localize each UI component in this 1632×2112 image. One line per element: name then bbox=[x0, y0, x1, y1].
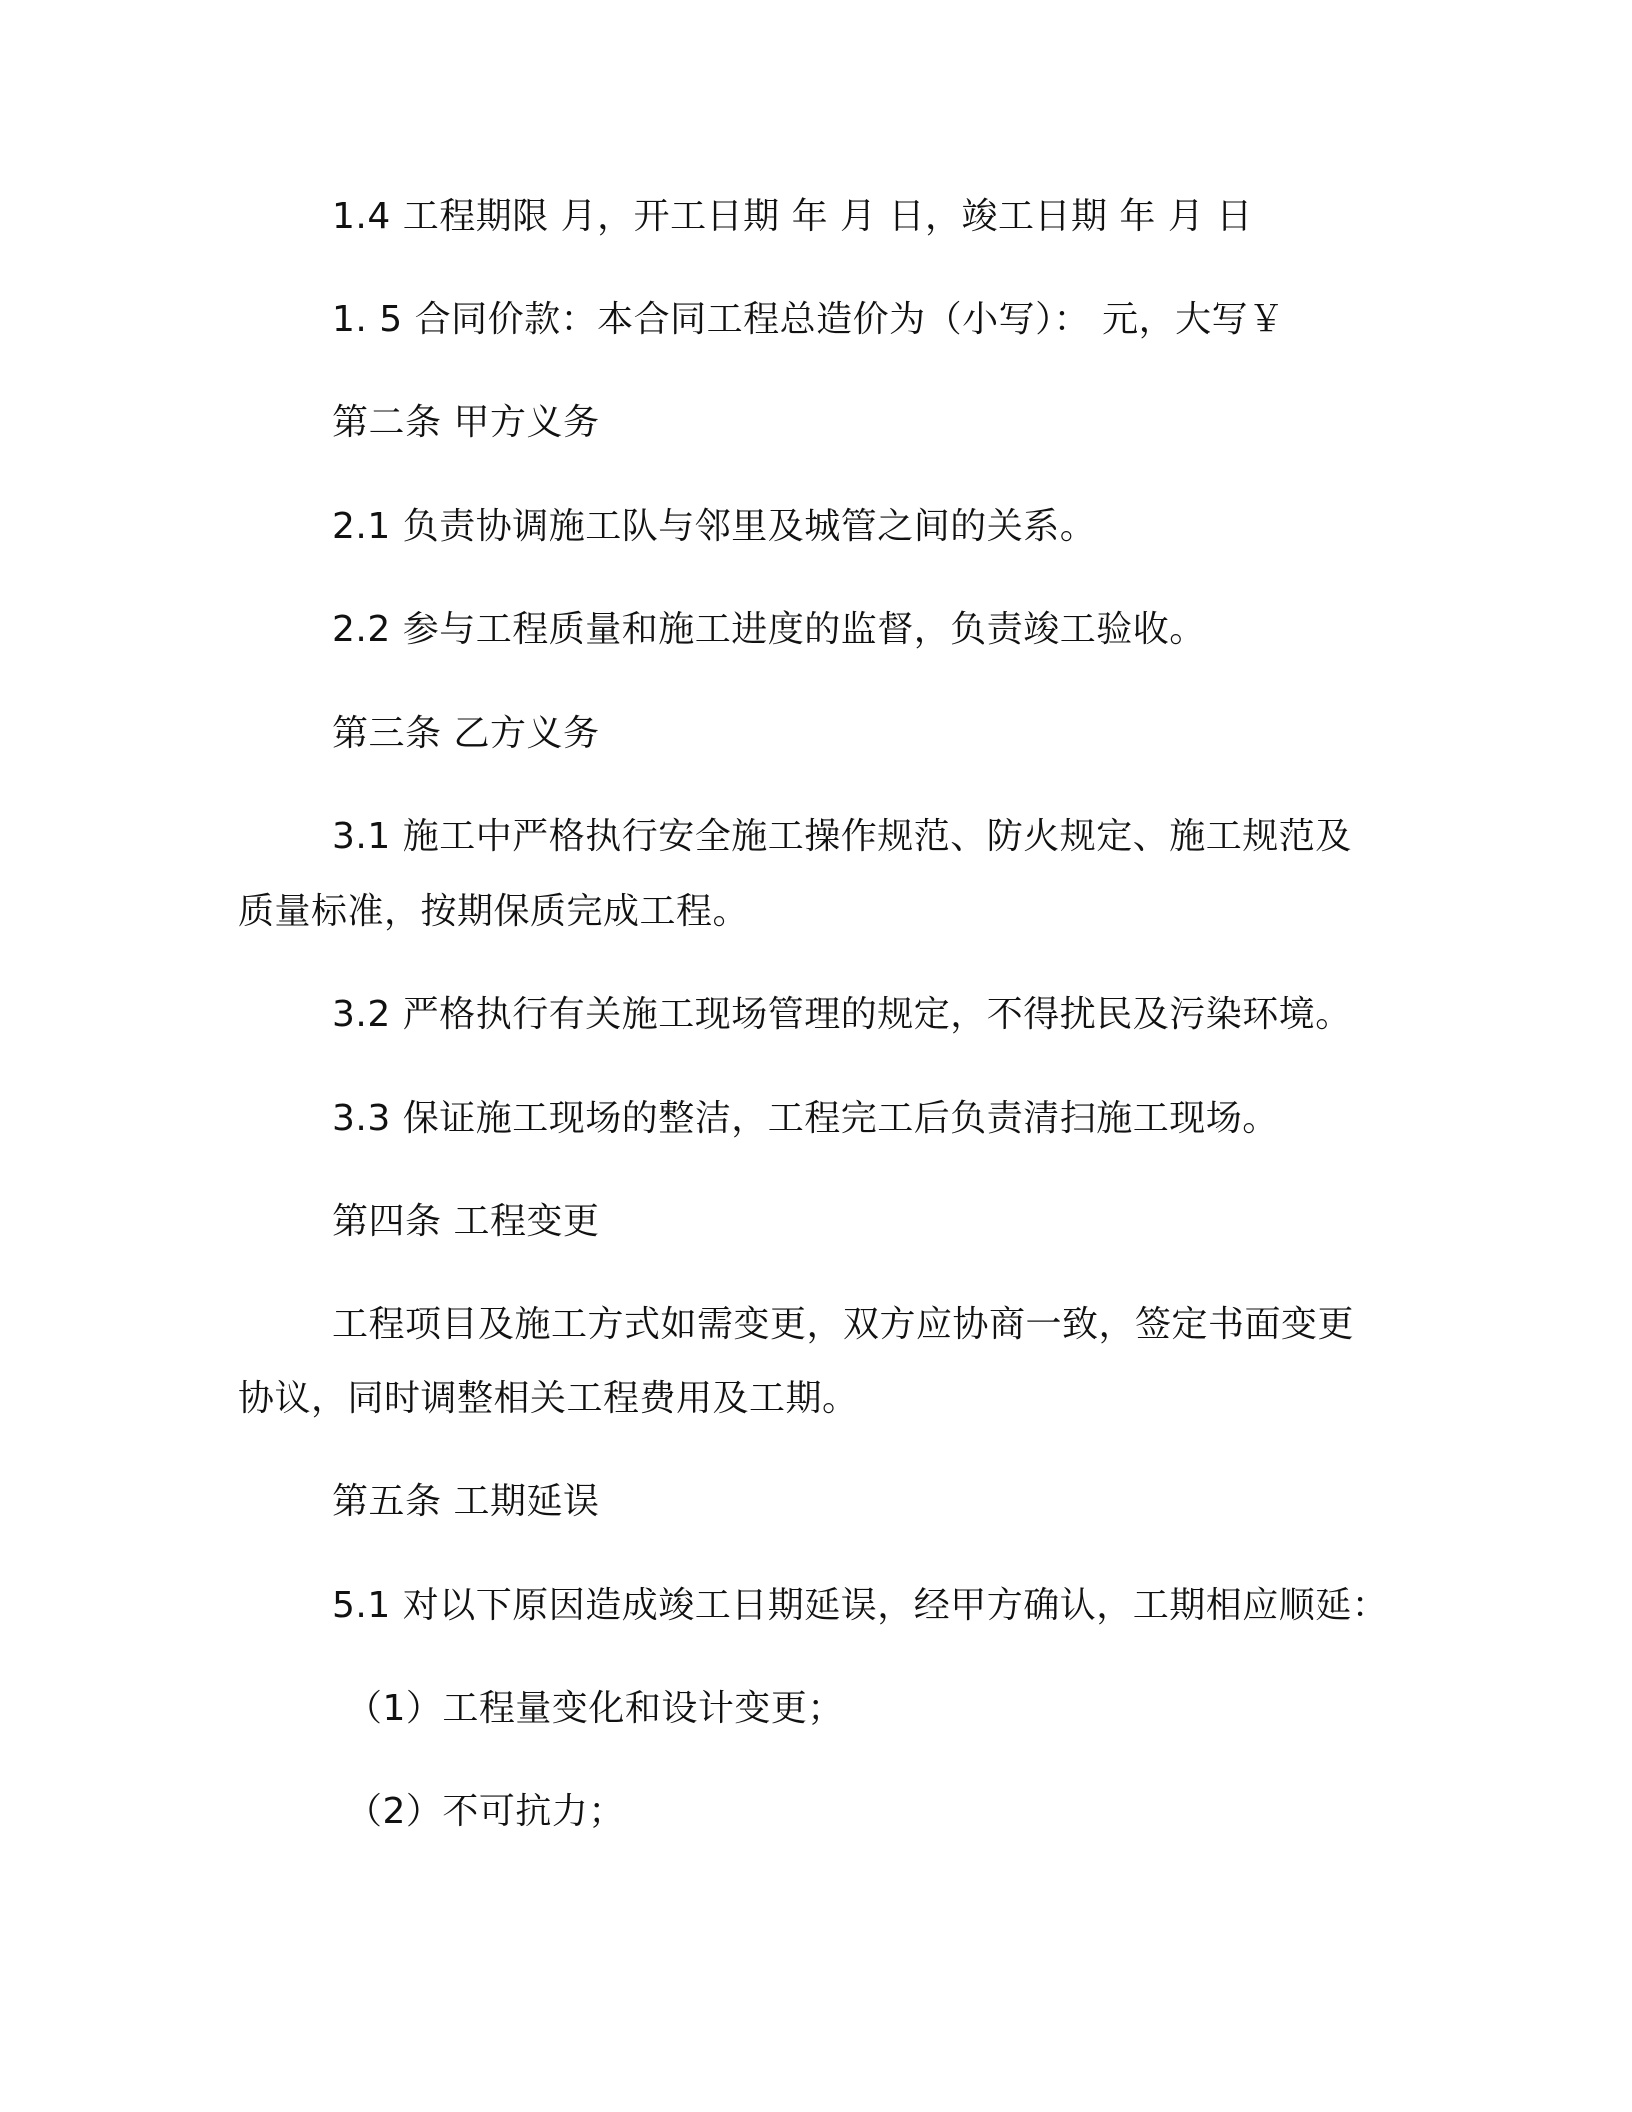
article-4-paragraph-line-2: 协议，同时调整相关工程费用及工期。 bbox=[238, 1378, 859, 1419]
article-3-heading: 第三条 乙方义务 bbox=[332, 713, 600, 754]
clause-3-3: 3.3 保证施工现场的整洁，工程完工后负责清扫施工现场。 bbox=[332, 1098, 1279, 1139]
article-4-heading: 第四条 工程变更 bbox=[332, 1201, 600, 1242]
clause-2-2: 2.2 参与工程质量和施工进度的监督，负责竣工验收。 bbox=[332, 609, 1206, 650]
article-5-heading: 第五条 工期延误 bbox=[332, 1481, 600, 1522]
article-4-paragraph-line-1: 工程项目及施工方式如需变更，双方应协商一致，签定书面变更 bbox=[332, 1304, 1355, 1345]
clause-1-5-contract-price: 1. 5 合同价款：本合同工程总造价为（小写）： 元，大写￥ bbox=[332, 299, 1285, 340]
list-item-1: （1）工程量变化和设计变更； bbox=[346, 1688, 844, 1729]
clause-3-2: 3.2 严格执行有关施工现场管理的规定，不得扰民及污染环境。 bbox=[332, 994, 1352, 1035]
article-2-heading: 第二条 甲方义务 bbox=[332, 402, 600, 443]
list-item-2: （2）不可抗力； bbox=[346, 1791, 625, 1832]
clause-3-1-line-2: 质量标准，按期保质完成工程。 bbox=[238, 891, 750, 932]
clause-3-1-line-1: 3.1 施工中严格执行安全施工操作规范、防火规定、施工规范及 bbox=[332, 816, 1352, 857]
clause-1-4-project-period: 1.4 工程期限 月，开工日期 年 月 日，竣工日期 年 月 日 bbox=[332, 196, 1253, 237]
clause-2-1: 2.1 负责协调施工队与邻里及城管之间的关系。 bbox=[332, 506, 1097, 547]
clause-5-1: 5.1 对以下原因造成竣工日期延误，经甲方确认，工期相应顺延： bbox=[332, 1585, 1389, 1626]
